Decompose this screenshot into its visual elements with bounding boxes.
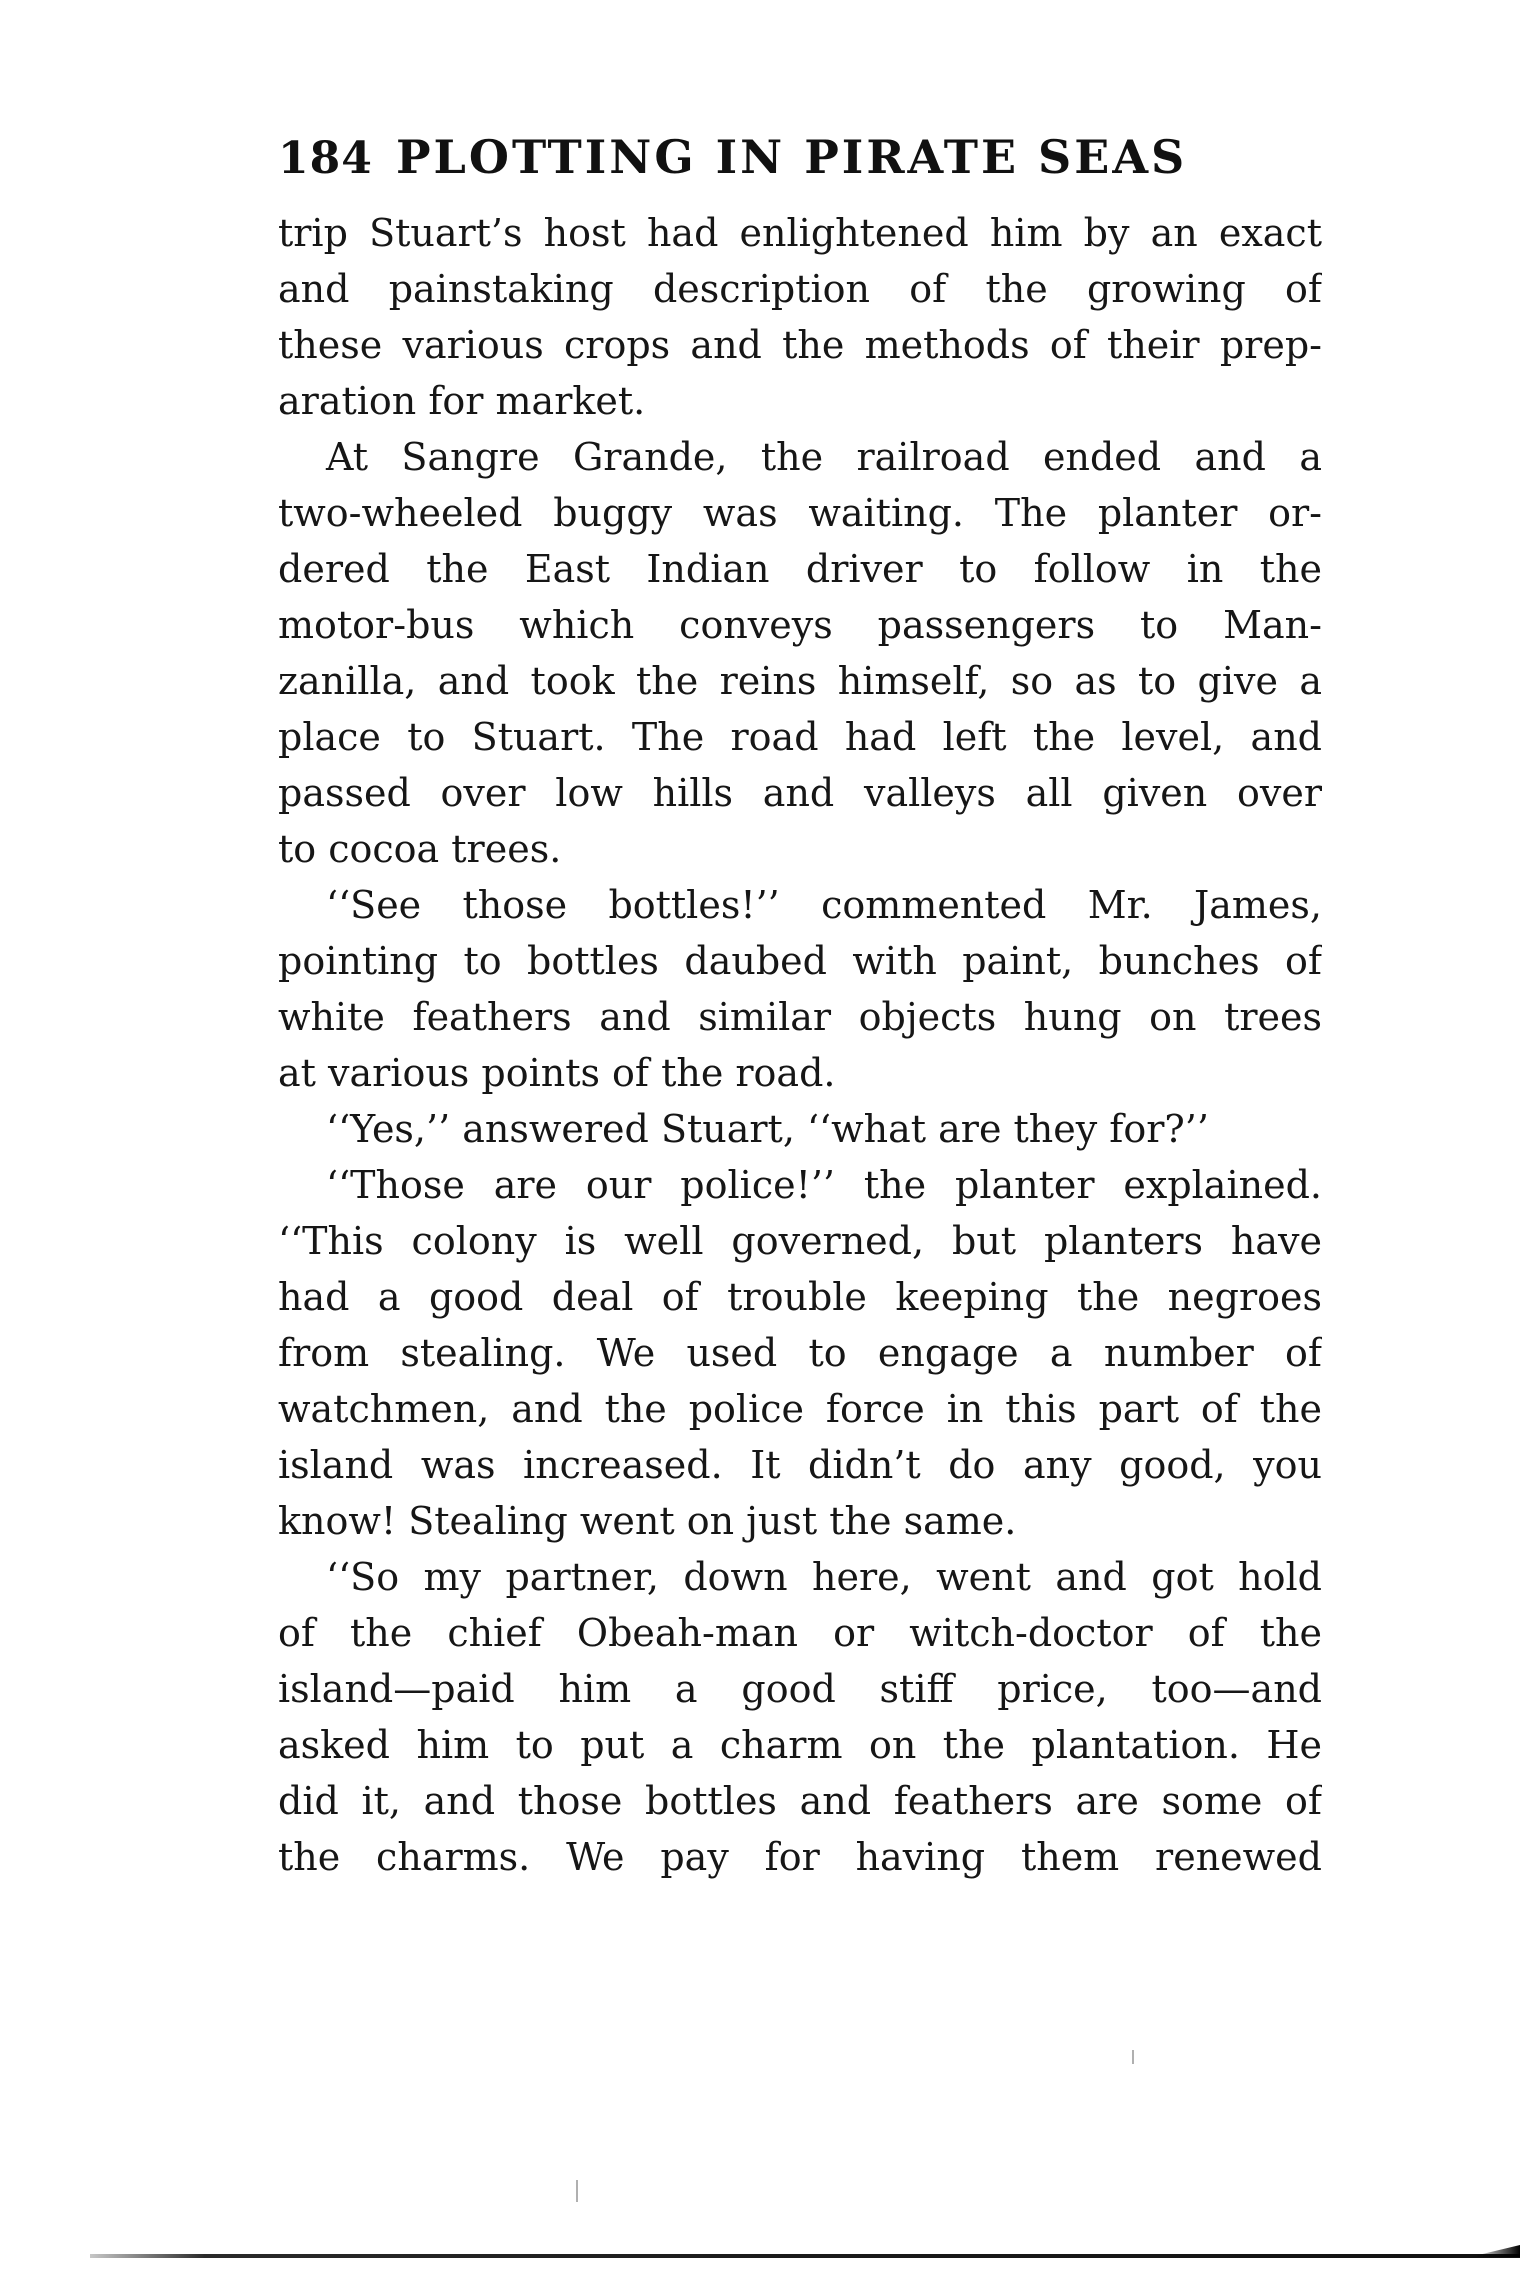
scan-edge-line	[90, 2254, 1520, 2258]
text-line: place to Stuart. The road had left the level, and	[278, 715, 1322, 759]
running-header	[278, 130, 1318, 190]
text-line: trip Stuart’s host had enlightened him by an exact	[278, 211, 1322, 255]
text-line: to cocoa trees.	[278, 827, 562, 871]
scan-speck	[1132, 2050, 1134, 2064]
paragraph-2	[278, 429, 1322, 877]
text-line: passed over low hills and valleys all given over	[278, 771, 1322, 815]
text-line: watchmen, and the police force in this part of the	[278, 1387, 1322, 1431]
text-line: zanilla, and took the reins himself, so as to give a	[278, 659, 1322, 703]
paragraph-6	[278, 1549, 1322, 1885]
text-line: island was increased. It didn’t do any good, you	[278, 1443, 1322, 1487]
text-line: and painstaking description of the growing of	[278, 267, 1322, 311]
scan-speck	[576, 2180, 578, 2202]
text-line: ‘‘This colony is well governed, but planters have	[278, 1219, 1322, 1263]
paragraph-3	[278, 877, 1322, 1101]
paragraph-1	[278, 205, 1322, 429]
text-line: the charms. We pay for having them renewed	[278, 1835, 1322, 1879]
running-title: PLOTTING IN PIRATE SEAS	[395, 130, 1188, 184]
paragraph-4	[278, 1101, 1322, 1157]
text-line: pointing to bottles daubed with paint, bunches of	[278, 939, 1322, 983]
text-line: ‘‘Yes,’’ answered Stuart, ‘‘what are they for?’’	[326, 1107, 1209, 1151]
page-number: 184	[278, 133, 373, 184]
text-line: island—paid him a good stiff price, too—and	[278, 1667, 1322, 1711]
text-line: did it, and those bottles and feathers are some of	[278, 1779, 1322, 1823]
text-line: of the chief Obeah-man or witch-doctor of the	[278, 1611, 1322, 1655]
text-line: from stealing. We used to engage a number of	[278, 1331, 1322, 1375]
text-line: white feathers and similar objects hung on trees	[278, 995, 1322, 1039]
text-line: aration for market.	[278, 379, 646, 423]
text-line: know! Stealing went on just the same.	[278, 1499, 1017, 1543]
text-line: asked him to put a charm on the plantation. He	[278, 1723, 1322, 1767]
text-line: ‘‘So my partner, down here, went and got hold	[326, 1555, 1322, 1599]
text-line: ‘‘Those are our police!’’ the planter explained.	[326, 1163, 1322, 1207]
text-line: dered the East Indian driver to follow in the	[278, 547, 1322, 591]
text-line: ‘‘See those bottles!’’ commented Mr. James,	[326, 883, 1322, 927]
text-line: at various points of the road.	[278, 1051, 836, 1095]
text-line: motor-bus which conveys passengers to Man-	[278, 603, 1322, 647]
paragraph-5	[278, 1157, 1322, 1549]
body-text	[278, 205, 1322, 1885]
text-line: had a good deal of trouble keeping the negroes	[278, 1275, 1322, 1319]
text-line: two-wheeled buggy was waiting. The planter or-	[278, 491, 1322, 535]
text-line: these various crops and the methods of their prep-	[278, 323, 1322, 367]
text-line: At Sangre Grande, the railroad ended and a	[326, 435, 1322, 479]
